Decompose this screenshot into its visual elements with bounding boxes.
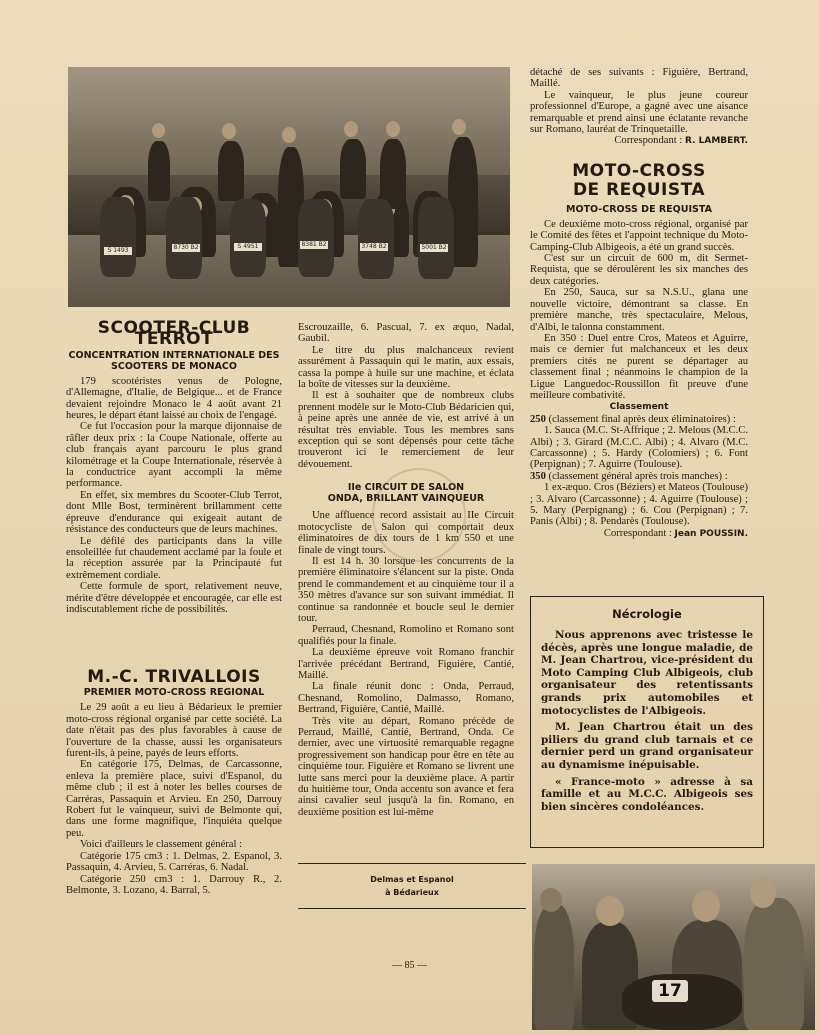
paragraph: 1 ex-æquo. Cros (Béziers) et Mateos (Toulouse) ; 3. Alvaro (Carcassonne) ; 4. Aguirre (Toulouse) ; 5. Mary (Perpignang) ; 6. Cou (Perpignan) ; 7. Panis (Albi) ; 8. Pendarès (Toulouse).	[530, 482, 748, 528]
paragraph: C'est sur un circuit de 600 m, dit Sermet-Requista, que se déroulèrent les six manches des deux catégories.	[530, 253, 748, 287]
trivallois-subtitle: PREMIER MOTO-CROSS REGIONAL	[83, 687, 265, 699]
paragraph: Le 29 août a eu lieu à Bédarieux le premier moto-cross régional organisé par cette société. La date n'était pas des plus favorables à cause de l'ouverture de la chasse, aussi les organisateurs furent-ils, à peine, payés de leurs efforts.	[66, 702, 282, 760]
paragraph: 179 scootéristes venus de Pologne, d'Allemagne, d'Italie, de Belgique... et de France devaient rejoindre Monaco le 4 août avant 21 heures, le départ étant laissé au choix de l'engagé.	[66, 375, 282, 422]
license-plate: 3748 B2	[361, 243, 387, 250]
license-plate: 8730 B2	[173, 244, 199, 251]
paragraph: Très vite au départ, Romano précède de Perraud, Maillé, Cantié, Bertrand, Onda. Ce dernier, avec une virtuosité remarquable regagne progressivement son handicap pour être en tête au cinquième tour. Figuière et Romano se livrent une lutte sans merci pour la deuxième place. A partir du huitième tour, Onda accentu son avance et fera ainsi cavalier seul jusqu'à la fin. Romano, en deuxième position est lui-même	[298, 715, 514, 818]
license-plate: S 1493	[104, 247, 132, 255]
requista-title: MOTO-CROSS DE REQUISTA	[572, 160, 706, 200]
paragraph: Il est 14 h. 30 lorsque les concurrents de la première éliminatoire s'élancent sur la piste. Onda prend le commandement et au cinquième tour il a 350 mètres d'avance sur son suivant immédiat. Il continue sa randonnée et boucle seul le dernier tour.	[298, 555, 514, 624]
salon-title: IIe CIRCUIT DE SALON ONDA, BRILLANT VAINQUEUR	[327, 482, 485, 505]
caption-box	[298, 863, 526, 909]
paragraph: Cette formule de sport, relativement neuve, mérite d'être développée et encouragée, car elle est indiscutablement riche de possibilités.	[66, 581, 282, 615]
race-number: 17	[652, 980, 688, 1002]
license-plate: 8381 B2	[301, 241, 327, 248]
caption-line: Delmas et Espanol	[370, 875, 454, 884]
paragraph: Le vainqueur, le plus jeune coureur professionnel d'Europe, a gagné avec une aisance remarquable et prend ainsi une éclatante revanche sur Romano, lauréat de Trinquetaille.	[530, 89, 748, 136]
paragraph: En catégorie 175, Delmas, de Carcassonne, enleva la première place, suivi d'Espanol, du même club ; il est à noter les belles courses de Carréras, Passaquin et Arvieu. En 250, Darrouy Robert fut le vainqueur, suivi de Belmonte qui, dans une forme magnifique, l'inquiéta quelque peu.	[66, 759, 282, 839]
paragraph: Escrouzaille, 6. Pascual, 7. ex æquo, Nadal, Gaubil.	[298, 322, 514, 345]
trivallois-title: M.-C. TRIVALLOIS	[87, 667, 261, 687]
paragraph: détaché de ses suivants : Figuière, Bertrand, Maillé.	[530, 67, 748, 90]
paragraph: Nous apprenons avec tristesse le décès, après une longue maladie, de M. Jean Chartrou, vice-président du Moto Camping Club Albigeois, club organisateur des retentissants grands prix automobiles et motocyclistes de l'Albigeois.	[541, 629, 753, 717]
scooter-club-title: SCOOTER-CLUB TERROT	[97, 318, 251, 350]
necrologie-title: Nécrologie	[612, 607, 682, 621]
paragraph: Catégorie 250 cm3 : 1. Darrouy R., 2. Belmonte, 3. Lozano, 4. Barral, 5.	[66, 873, 282, 896]
paragraph: 1. Sauca (M.C. St-Affrique ; 2. Melous (M.C.C. Albi) ; 3. Girard (M.C.C. Albi) ; 4. Alvaro (M.C. Carcassonne) ; 5. Hardy (Colomiers) ; 6. Font (Perpignan) ; 7. Aguirre (Toulouse).	[530, 425, 748, 471]
column-1-lower	[66, 667, 282, 896]
correspondant: Correspondant : Jean POUSSIN.	[603, 527, 748, 539]
paragraph: Une affluence record assistait au IIe Circuit motocycliste de Salon qui comportait deux éliminatoires de dix tours de 1 km 550 et une finale de vingt tours.	[298, 510, 514, 556]
column-1	[66, 318, 282, 615]
page-number: — 85 —	[392, 960, 427, 971]
correspondant: Correspondant : R. LAMBERT.	[614, 135, 748, 147]
watermark-circle	[372, 468, 466, 562]
paragraph: En 350 : Duel entre Cros, Mateos et Aguirre, mais ce dernier fut malchanceux et les deux premiers cités ne purent se départager au classement final ; néanmoins le champion de la Ligue Languedoc-Roussillon fit preuve d'une meilleure combativité.	[530, 332, 748, 401]
scooter-club-subtitle: CONCENTRATION INTERNATIONALE DES SCOOTERS DE MONACO	[68, 349, 280, 372]
paragraph: Catégorie 175 cm3 : 1. Delmas, 2. Espanol, 3. Passaquin, 4. Arvieu, 5. Carréras, 6. Nadal.	[66, 850, 282, 874]
classement-350: 350 (classement général après trois manches) :	[530, 470, 728, 482]
necrologie-box	[530, 596, 764, 848]
paragraph: La finale réunit donc : Onda, Perraud, Chesnand, Romolino, Dalmasso, Romano, Bertrand, Figuière, Cantié, Maillé.	[298, 681, 514, 716]
requista-subtitle: MOTO-CROSS DE REQUISTA	[566, 203, 712, 215]
classement-250: 250 (classement final après deux éliminatoires) :	[530, 413, 736, 425]
classement-heading: Classement	[609, 402, 669, 413]
paragraph: En 250, Sauca, sur sa N.S.U., glana une nouvelle victoire, démontrant sa classe. En première manche, très spectaculaire, Melous, d'Albi, le talonna constamment.	[530, 287, 748, 333]
paragraph: « France-moto » adresse à sa famille et au M.C.C. Albigeois ses bien sincères condoléances.	[541, 775, 753, 813]
paragraph: Perraud, Chesnand, Romolino et Romano sont qualifiés pour la finale.	[298, 624, 514, 647]
paragraph: Le titre du plus malchanceux revient assurément à Passaquin qui le matin, aux essais, cassa la pompe à huile sur une machine, et éclata la boîte de vitesses sur la deuxième.	[298, 344, 514, 391]
paragraph: Ce deuxième moto-cross régional, organisé par le Comité des fêtes et l'appoint technique du Moto-Camping-Club Albigeois, a été un grand succès.	[530, 218, 748, 253]
scooter-club-photo	[68, 67, 510, 307]
caption-line: à Bédarieux	[385, 888, 439, 897]
paragraph: Voici d'ailleurs le classement général :	[80, 839, 243, 851]
paragraph: La deuxième épreuve voit Romano franchir l'arrivée précédant Bertrand, Figuière, Cantié, Maillé.	[298, 647, 514, 681]
paragraph: Il est à souhaiter que de nombreux clubs prennent modèle sur le Moto-Club Bédaricien qui, à peine après une année de vie, est arrivé à un résultat très enviable. Tous les membres sans exception qui se sont dépensés pour cette tâche trouveront ici le remerciement de leur dévouement.	[298, 390, 514, 470]
license-plate: 5001 B2	[421, 244, 447, 251]
license-plate: S 4951	[234, 243, 262, 251]
column-2	[298, 322, 514, 818]
paragraph: Le défilé des participants dans la ville ensoleillée fut chaudement acclamé par la foule et la réception assurée par la Principauté fut extrêmement cordiale.	[66, 535, 282, 581]
paragraph: En effet, six membres du Scooter-Club Terrot, dont Mlle Bost, terminèrent brillamment cette épreuve d'endurance qui exigeait autant de résistance des conducteurs que de leurs machines.	[66, 489, 282, 536]
column-3	[530, 67, 748, 540]
paragraph: Ce fut l'occasion pour la marque dijonnaise de râfler deux prix : la Coupe Nationale, offerte au club français ayant parcouru le plus grand kilométrage et la Coupe Internationale, réservée à la conductrice ayant accompli la même performance.	[66, 421, 282, 490]
paragraph: M. Jean Chartrou était un des piliers du grand club tarnais et ce dernier perd un grand organisateur au dynamisme inépuisable.	[541, 721, 753, 771]
bedarieux-photo	[532, 864, 815, 1030]
